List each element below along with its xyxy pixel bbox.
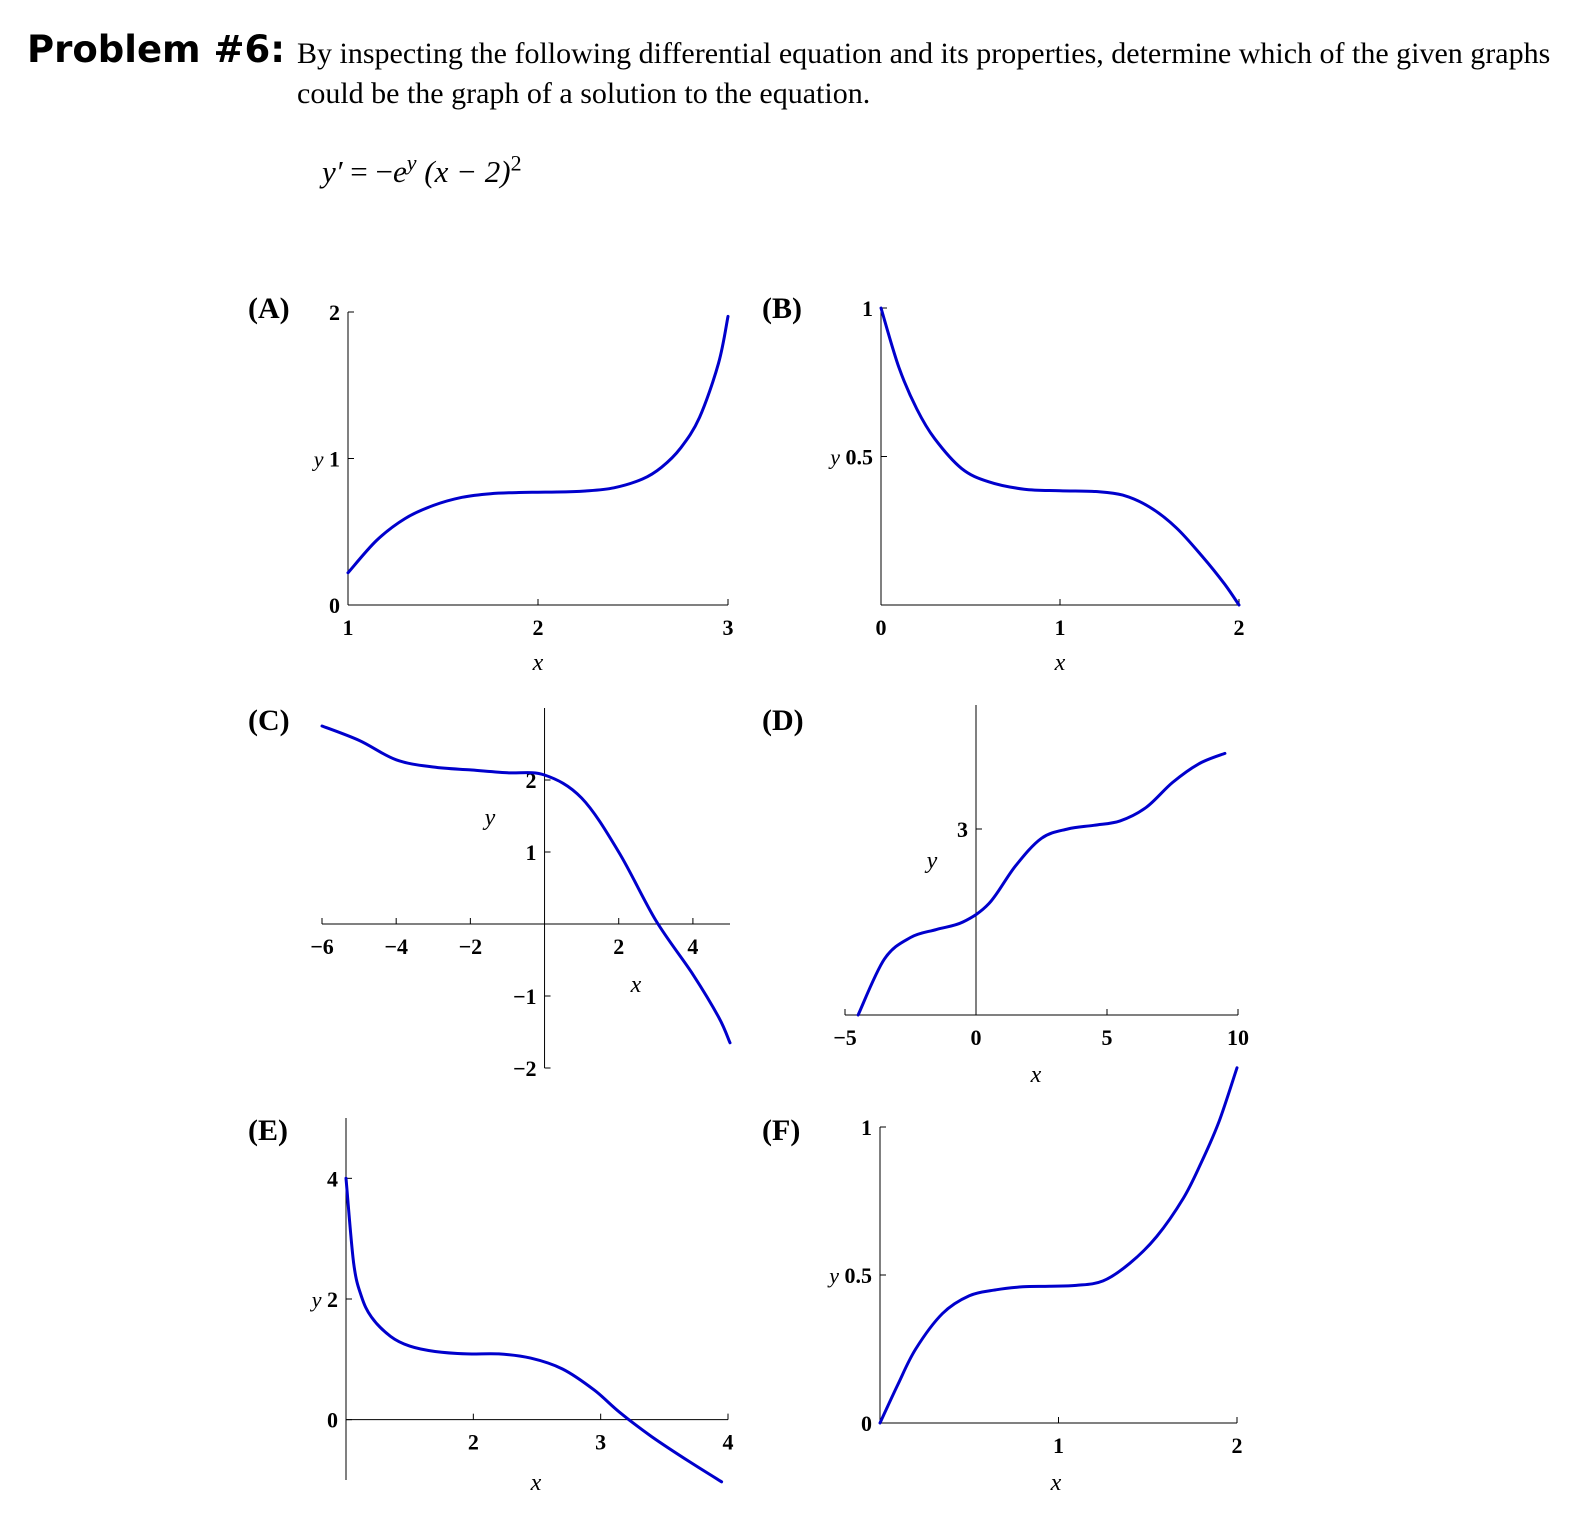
- x-tick-label: 1: [1054, 615, 1066, 640]
- x-tick-label: 1: [1053, 1433, 1064, 1458]
- x-tick-label: 0: [875, 615, 887, 640]
- x-axis-label: x: [1050, 1470, 1062, 1496]
- problem-statement: By inspecting the following differential equation and its properties, determine which of the given graphs could be the graph of a solution to the equation.: [297, 37, 1551, 110]
- equation-equals: = −: [350, 154, 394, 189]
- x-tick-label: 2: [1231, 1433, 1243, 1458]
- solution-curve: [858, 753, 1225, 1015]
- equation-power: 2: [510, 150, 522, 176]
- y-tick-label: −2: [512, 1056, 537, 1081]
- graph-c: [248, 704, 730, 1081]
- graph-label: (B): [762, 292, 802, 325]
- y-tick-label: 1: [861, 1115, 872, 1140]
- graph-d: [762, 704, 1249, 1088]
- x-tick-label: −2: [458, 934, 483, 959]
- x-tick-label: 3: [595, 1429, 607, 1455]
- x-tick-label: −5: [833, 1025, 857, 1050]
- y-tick-label: 3: [957, 817, 968, 842]
- x-tick-label: 2: [532, 615, 544, 640]
- x-axis-label: x: [630, 972, 642, 998]
- y-axis-label: y: [926, 848, 938, 874]
- y-tick-label: 0: [329, 593, 340, 618]
- y-tick-label: y 1: [313, 446, 340, 472]
- x-tick-label: 5: [1101, 1025, 1113, 1050]
- x-tick-label: −6: [310, 934, 334, 959]
- y-tick-label: 0: [861, 1411, 872, 1436]
- solution-curve: [880, 1068, 1237, 1423]
- graph-a: [248, 292, 734, 676]
- graph-b: [762, 292, 1245, 676]
- y-axis-label: y: [484, 805, 496, 831]
- y-tick-label: y 0.5: [829, 1263, 872, 1288]
- graph-label: (F): [762, 1114, 801, 1147]
- x-tick-label: 3: [722, 615, 734, 640]
- equation-lhs: y′: [322, 154, 343, 189]
- x-tick-label: 4: [687, 934, 699, 959]
- y-tick-label: 2: [525, 768, 537, 793]
- x-tick-label: 0: [970, 1025, 982, 1050]
- x-tick-label: 4: [722, 1429, 734, 1455]
- x-tick-label: 2: [467, 1429, 479, 1455]
- equation-factor: (x − 2): [424, 154, 511, 189]
- y-tick-label: 1: [862, 296, 873, 321]
- x-tick-label: 1: [342, 615, 354, 640]
- x-tick-label: 2: [1233, 615, 1245, 640]
- problem-label: Problem #6:: [27, 28, 286, 71]
- graph-label: (A): [248, 292, 290, 325]
- x-axis-label: x: [530, 1470, 542, 1496]
- x-tick-label: 2: [613, 934, 625, 959]
- y-tick-label: y 2: [311, 1287, 338, 1312]
- y-tick-label: 0: [327, 1407, 338, 1433]
- graph-label: (D): [762, 704, 804, 737]
- y-tick-label: 4: [327, 1166, 338, 1192]
- x-axis-label: x: [1054, 650, 1066, 676]
- x-tick-label: 10: [1227, 1025, 1249, 1050]
- graph-e: [248, 1114, 734, 1496]
- equation-exponent: y: [406, 150, 417, 175]
- solution-curve: [348, 316, 728, 572]
- graph-f: [762, 1068, 1243, 1496]
- x-axis-label: x: [532, 650, 544, 676]
- graph-label: (C): [248, 704, 290, 737]
- x-axis-label: x: [1030, 1062, 1042, 1088]
- equation-e: e: [393, 154, 407, 189]
- x-tick-label: −4: [384, 934, 408, 959]
- y-tick-label: 2: [329, 300, 340, 325]
- y-tick-label: y 0.5: [830, 444, 873, 470]
- y-tick-label: −1: [512, 984, 537, 1009]
- y-tick-label: 1: [525, 840, 537, 865]
- graph-label: (E): [248, 1114, 288, 1147]
- solution-curve: [346, 1178, 722, 1482]
- solution-curve: [881, 308, 1239, 605]
